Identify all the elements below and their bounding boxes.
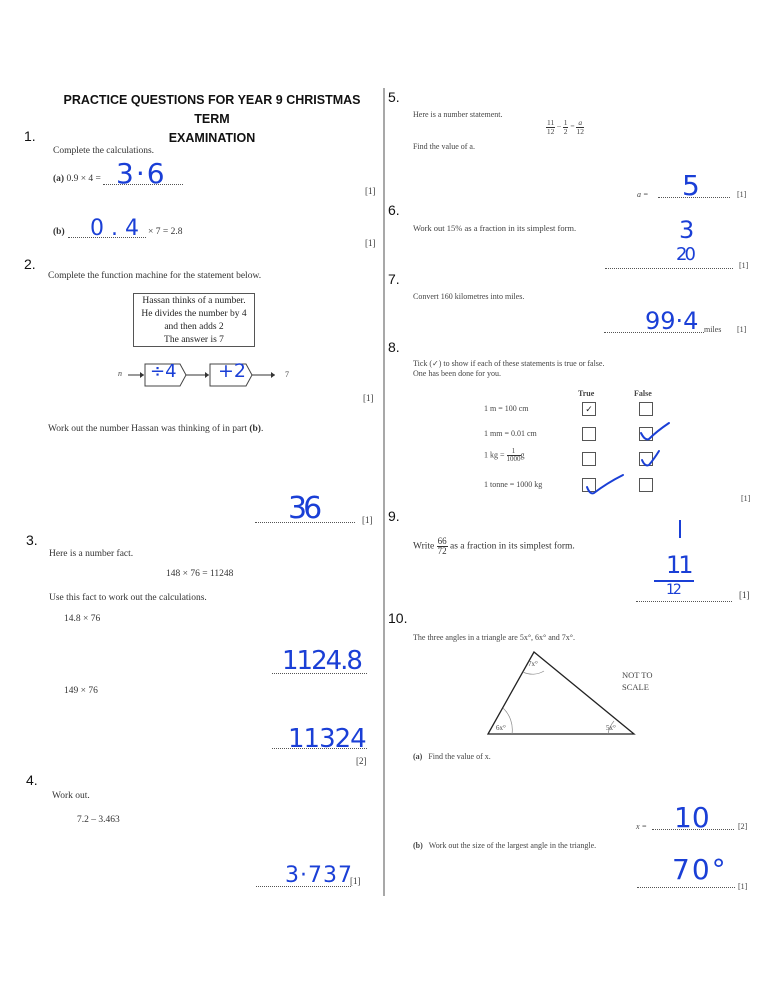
part-b-prompt: (b) Work out the size of the largest angle in the triangle. (413, 841, 597, 850)
answer-label: x = (636, 822, 647, 831)
title-line-1: PRACTICE QUESTIONS FOR YEAR 9 CHRISTMAS TERM (63, 93, 361, 126)
marks: [1] (739, 590, 750, 600)
handwritten-answer[interactable]: 36 (288, 491, 319, 526)
handwritten-answer[interactable]: 3·737 (285, 863, 353, 888)
tick-icon (642, 451, 659, 465)
input-label: n (118, 369, 122, 378)
marks: [1] (350, 876, 361, 886)
question-prompt: Work out 15% as a fraction in its simplest form. (413, 223, 577, 233)
fraction: $\frac{66}{72}$ (437, 536, 447, 556)
question-prompt-line-2: One has been done for you. (413, 369, 501, 378)
marks: [2] (738, 822, 748, 831)
statement: 1 tonne = 1000 kg (484, 480, 543, 489)
part-a-prompt: (a) Find the value of x. (413, 752, 491, 761)
marks: [2] (356, 756, 367, 766)
marks: [1] (738, 882, 748, 891)
marks: [1] (363, 393, 374, 403)
question-prompt-line-1: Tick (✓) to show if each of these statements is true or false. (413, 359, 605, 368)
false-checkbox[interactable] (639, 402, 653, 416)
tick-icon (641, 423, 669, 439)
question-number: 7. (388, 271, 400, 287)
machine-1-answer[interactable]: ÷4 (150, 361, 177, 382)
column-header-true: True (578, 389, 595, 398)
statement-box (133, 293, 255, 347)
marks: [1] (737, 190, 747, 199)
tick-icon (587, 475, 623, 493)
document-title (52, 91, 372, 148)
statement-line: He divides the number by 4 (141, 309, 247, 319)
question-prompt: The three angles in a triangle are 5x°, 6x° and 7x°. (413, 633, 575, 642)
number-fact: 148 × 76 = 11248 (166, 569, 234, 579)
answer-line (636, 601, 732, 602)
not-to-scale-note: NOT TO SCALE (622, 670, 653, 692)
handwritten-fraction[interactable] (652, 520, 692, 600)
handwritten-answer-numerator[interactable]: 3 (679, 216, 695, 244)
answer-line (637, 887, 735, 888)
handwritten-ticks (575, 415, 685, 500)
question-number: 4. (26, 772, 38, 788)
handwritten-answer[interactable]: 99·4 (645, 307, 699, 335)
fraction: $\frac{1}{1000}$ (506, 447, 521, 463)
statement-line: The answer is 7 (164, 335, 224, 345)
angle-label-top: 7x° (528, 660, 538, 668)
statement: 1 m = 100 cm (484, 404, 529, 413)
fraction: $\frac{11}{12}$ (546, 118, 555, 136)
statement: 1 kg = $\frac{1}{1000}$ g (484, 447, 525, 463)
function-machine-diagram (100, 358, 300, 394)
instruction: Find the value of a. (413, 142, 475, 151)
output-label: 7 (285, 370, 289, 379)
angle-label-left: 6x° (496, 724, 506, 732)
fraction: $\frac{a}{12}$ (576, 118, 584, 136)
marks: [1] (741, 494, 751, 503)
expression: 7.2 – 3.463 (77, 815, 120, 825)
expression: × 7 = 2.8 (148, 227, 183, 237)
question-number: 10. (388, 610, 408, 626)
number-statement: $\frac{11}{12}$ – $\frac{1}{2}$ = $\frac{a}{12}$ (546, 118, 584, 136)
handwritten-answer-denominator[interactable]: 20 (676, 244, 693, 265)
handwritten-answer[interactable]: 0 . 4 (90, 216, 139, 241)
expression: 0.9 × 4 = (66, 174, 101, 184)
question-prompt: Work out. (52, 791, 90, 801)
angle-label-right: 5x° (606, 724, 616, 732)
statement-line: Hassan thinks of a number. (142, 296, 246, 306)
question-number: 5. (388, 89, 400, 105)
marks: [1] (739, 261, 749, 270)
marks: [1] (365, 238, 376, 248)
question-number: 8. (388, 339, 400, 355)
part-b-label: (b) (53, 227, 65, 237)
statement-line: and then adds 2 (164, 322, 224, 332)
question-prompt: Complete the function machine for the statement below. (48, 271, 262, 281)
marks: [1] (737, 325, 747, 334)
handwritten-answer[interactable]: 70° (672, 853, 728, 886)
title-line-2: EXAMINATION (168, 131, 256, 145)
stray-stroke (679, 520, 681, 538)
machine-2-answer[interactable]: +2 (218, 360, 247, 382)
instruction: Use this fact to work out the calculations. (49, 593, 207, 603)
column-header-false: False (634, 389, 652, 398)
handwritten-answer[interactable]: 3·6 (116, 157, 167, 190)
marks: [1] (362, 515, 373, 525)
answer-label: a = (637, 190, 649, 199)
question-number: 6. (388, 202, 400, 218)
question-prompt: Complete the calculations. (53, 146, 155, 156)
column-divider (383, 88, 385, 896)
unit-label: miles (704, 325, 722, 334)
calculation-2: 149 × 76 (64, 686, 98, 696)
handwritten-answer[interactable]: 11324 (288, 724, 366, 754)
part-label: (a) (53, 174, 65, 184)
handwritten-answer[interactable]: 10 (674, 801, 710, 834)
question-prompt: Convert 160 kilometres into miles. (413, 292, 525, 301)
question-prompt: Write $\frac{66}{72}$ as a fraction in its simplest form. (413, 536, 575, 556)
handwritten-denominator: 12 (666, 582, 680, 598)
true-checkbox[interactable]: ✓ (582, 402, 596, 416)
question-prompt: Here is a number fact. (49, 549, 134, 559)
handwritten-answer[interactable]: 1124.8 (282, 646, 361, 676)
calculation-1: 14.8 × 76 (64, 614, 101, 624)
question-prompt: Here is a number statement. (413, 110, 503, 119)
question-number: 1. (24, 128, 36, 144)
handwritten-numerator: 11 (666, 551, 691, 579)
statement: 1 mm = 0.01 cm (484, 429, 537, 438)
question-number: 3. (26, 532, 38, 548)
part-a (53, 174, 101, 184)
handwritten-answer[interactable]: 5 (682, 169, 700, 202)
followup-prompt: Work out the number Hassan was thinking of in part (b). (48, 424, 264, 434)
fraction: $\frac{1}{2}$ (563, 118, 568, 136)
answer-line (605, 268, 733, 269)
question-number: 2. (24, 256, 36, 272)
marks: [1] (365, 186, 376, 196)
question-number: 9. (388, 508, 400, 524)
